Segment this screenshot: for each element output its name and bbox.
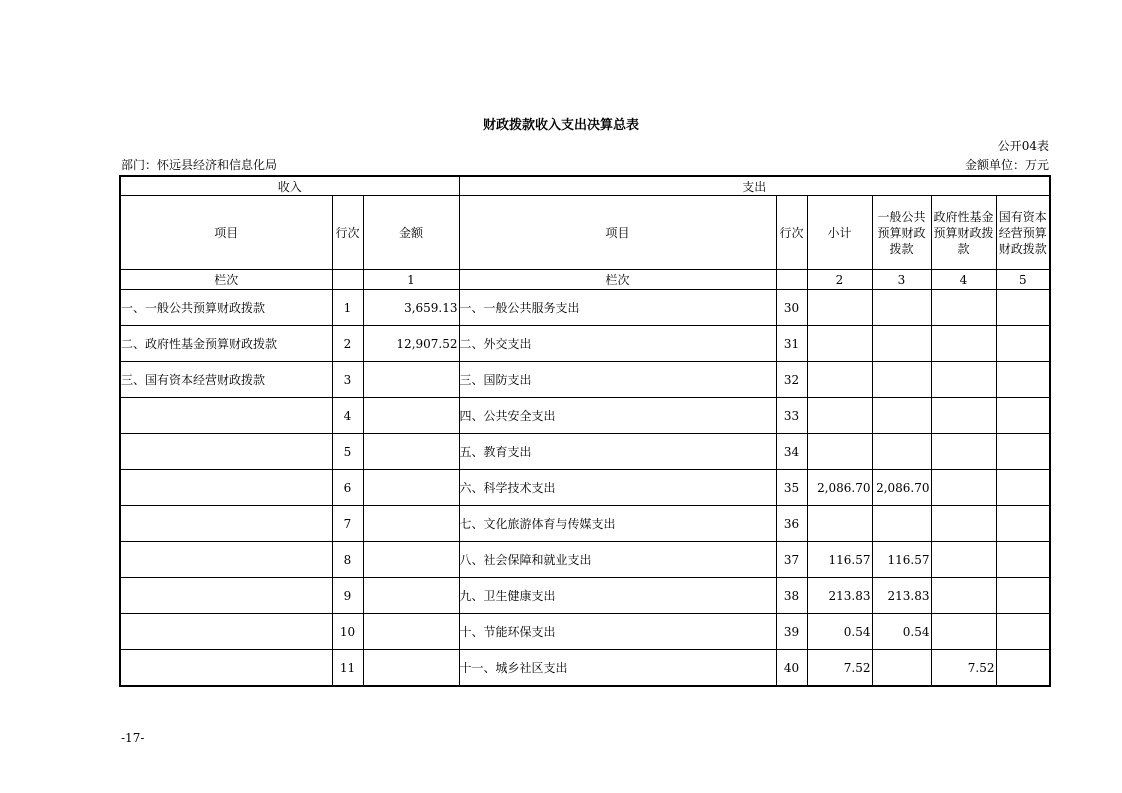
subtotal-cell: 2,086.70 bbox=[807, 470, 872, 506]
general-budget-cell bbox=[872, 398, 931, 434]
subtotal-header: 小计 bbox=[807, 196, 872, 270]
expense-row-no-cell: 34 bbox=[776, 434, 807, 470]
col-number-3: 3 bbox=[872, 270, 931, 290]
gov-fund-cell bbox=[931, 362, 996, 398]
expense-item-cell: 六、科学技术支出 bbox=[459, 470, 776, 506]
expense-item-cell: 七、文化旅游体育与传媒支出 bbox=[459, 506, 776, 542]
state-capital-cell bbox=[996, 542, 1050, 578]
gov-fund-cell bbox=[931, 542, 996, 578]
expense-row-no-cell: 37 bbox=[776, 542, 807, 578]
income-item-cell: 一、一般公共预算财政拨款 bbox=[120, 290, 332, 326]
general-budget-cell bbox=[872, 434, 931, 470]
general-budget-cell: 213.83 bbox=[872, 578, 931, 614]
expense-row-no-cell: 33 bbox=[776, 398, 807, 434]
income-item-cell bbox=[120, 506, 332, 542]
income-row-no-cell: 3 bbox=[332, 362, 363, 398]
income-amount-cell: 3,659.13 bbox=[363, 290, 459, 326]
income-item-cell: 二、政府性基金预算财政拨款 bbox=[120, 326, 332, 362]
state-capital-cell bbox=[996, 398, 1050, 434]
expense-row-no-cell: 30 bbox=[776, 290, 807, 326]
gov-fund-cell bbox=[931, 470, 996, 506]
header-row-groups bbox=[120, 176, 1050, 196]
income-item-cell bbox=[120, 542, 332, 578]
expense-header: 支出 bbox=[459, 176, 1050, 196]
table-row bbox=[120, 470, 1050, 506]
general-budget-cell: 116.57 bbox=[872, 542, 931, 578]
expense-row-no-cell: 31 bbox=[776, 326, 807, 362]
income-header: 收入 bbox=[120, 176, 459, 196]
subtotal-cell bbox=[807, 362, 872, 398]
income-item-cell bbox=[120, 614, 332, 650]
table-row bbox=[120, 578, 1050, 614]
income-amount-cell bbox=[363, 470, 459, 506]
gov-fund-cell bbox=[931, 434, 996, 470]
income-row-no-header: 行次 bbox=[332, 196, 363, 270]
subtotal-cell: 116.57 bbox=[807, 542, 872, 578]
gov-fund-header: 政府性基金预算财政拨款 bbox=[931, 196, 996, 270]
expense-item-cell: 五、教育支出 bbox=[459, 434, 776, 470]
income-row-no-cell: 1 bbox=[332, 290, 363, 326]
department-label: 部门：怀远县经济和信息化局 bbox=[121, 158, 278, 172]
subtotal-cell bbox=[807, 326, 872, 362]
general-budget-cell bbox=[872, 326, 931, 362]
gov-fund-cell: 7.52 bbox=[931, 650, 996, 687]
income-column-label: 栏次 bbox=[120, 270, 332, 290]
col-number-2: 2 bbox=[807, 270, 872, 290]
expense-item-cell: 十、节能环保支出 bbox=[459, 614, 776, 650]
general-budget-cell bbox=[872, 650, 931, 687]
gov-fund-cell bbox=[931, 614, 996, 650]
income-row-no-cell: 2 bbox=[332, 326, 363, 362]
col-number-4: 4 bbox=[931, 270, 996, 290]
income-amount-header: 金额 bbox=[363, 196, 459, 270]
table-row bbox=[120, 362, 1050, 398]
page-title: 财政拨款收入支出决算总表 bbox=[482, 118, 639, 133]
expense-item-cell: 十一、城乡社区支出 bbox=[459, 650, 776, 687]
table-row bbox=[120, 614, 1050, 650]
expense-item-cell: 八、社会保障和就业支出 bbox=[459, 542, 776, 578]
unit-label: 金额单位：万元 bbox=[964, 158, 1049, 172]
gov-fund-cell bbox=[931, 578, 996, 614]
table-id: 公开04表 bbox=[997, 139, 1049, 153]
expense-column-label: 栏次 bbox=[459, 270, 776, 290]
expense-row-no-cell: 38 bbox=[776, 578, 807, 614]
subtotal-cell: 0.54 bbox=[807, 614, 872, 650]
table-row bbox=[120, 650, 1050, 687]
income-row-no-cell: 8 bbox=[332, 542, 363, 578]
header-row-columns bbox=[120, 196, 1050, 270]
general-budget-cell bbox=[872, 506, 931, 542]
income-item-cell bbox=[120, 470, 332, 506]
subtotal-cell bbox=[807, 398, 872, 434]
income-row-no-cell: 10 bbox=[332, 614, 363, 650]
income-amount-cell bbox=[363, 362, 459, 398]
page-number: -17- bbox=[121, 731, 145, 745]
gov-fund-cell bbox=[931, 506, 996, 542]
income-amount-cell bbox=[363, 614, 459, 650]
state-capital-cell bbox=[996, 506, 1050, 542]
income-amount-cell bbox=[363, 398, 459, 434]
income-item-cell bbox=[120, 650, 332, 687]
state-capital-cell bbox=[996, 434, 1050, 470]
income-amount-cell bbox=[363, 506, 459, 542]
subtotal-cell bbox=[807, 506, 872, 542]
income-amount-cell bbox=[363, 578, 459, 614]
expense-row-no-header: 行次 bbox=[776, 196, 807, 270]
state-capital-cell bbox=[996, 650, 1050, 687]
general-budget-cell bbox=[872, 290, 931, 326]
income-row-no-cell: 7 bbox=[332, 506, 363, 542]
table-row bbox=[120, 506, 1050, 542]
subtotal-cell bbox=[807, 434, 872, 470]
expense-row-no-cell: 32 bbox=[776, 362, 807, 398]
income-item-header: 项目 bbox=[120, 196, 332, 270]
income-amount-cell bbox=[363, 542, 459, 578]
table-row bbox=[120, 398, 1050, 434]
general-budget-cell: 0.54 bbox=[872, 614, 931, 650]
income-amount-cell: 12,907.52 bbox=[363, 326, 459, 362]
expense-item-cell: 二、外交支出 bbox=[459, 326, 776, 362]
general-budget-cell bbox=[872, 362, 931, 398]
table-row bbox=[120, 542, 1050, 578]
state-capital-cell bbox=[996, 362, 1050, 398]
gov-fund-cell bbox=[931, 398, 996, 434]
gov-fund-cell bbox=[931, 326, 996, 362]
state-capital-cell bbox=[996, 614, 1050, 650]
col-number-1: 1 bbox=[363, 270, 459, 290]
expense-row-no-cell: 36 bbox=[776, 506, 807, 542]
expense-row-no-cell: 40 bbox=[776, 650, 807, 687]
subtotal-cell bbox=[807, 290, 872, 326]
income-item-cell bbox=[120, 434, 332, 470]
empty-cell bbox=[776, 270, 807, 290]
table-row bbox=[120, 290, 1050, 326]
state-capital-header: 国有资本经营预算财政拨款 bbox=[996, 196, 1050, 270]
subtotal-cell: 7.52 bbox=[807, 650, 872, 687]
income-item-cell bbox=[120, 398, 332, 434]
subtotal-cell: 213.83 bbox=[807, 578, 872, 614]
income-row-no-cell: 4 bbox=[332, 398, 363, 434]
expense-item-cell: 九、卫生健康支出 bbox=[459, 578, 776, 614]
expense-item-cell: 一、一般公共服务支出 bbox=[459, 290, 776, 326]
expense-item-header: 项目 bbox=[459, 196, 776, 270]
income-row-no-cell: 5 bbox=[332, 434, 363, 470]
income-row-no-cell: 6 bbox=[332, 470, 363, 506]
income-amount-cell bbox=[363, 434, 459, 470]
gov-fund-cell bbox=[931, 290, 996, 326]
table-row bbox=[120, 326, 1050, 362]
income-row-no-cell: 9 bbox=[332, 578, 363, 614]
income-amount-cell bbox=[363, 650, 459, 687]
state-capital-cell bbox=[996, 470, 1050, 506]
table-row bbox=[120, 434, 1050, 470]
col-number-5: 5 bbox=[996, 270, 1050, 290]
expense-row-no-cell: 35 bbox=[776, 470, 807, 506]
expense-item-cell: 三、国防支出 bbox=[459, 362, 776, 398]
expense-item-cell: 四、公共安全支出 bbox=[459, 398, 776, 434]
state-capital-cell bbox=[996, 326, 1050, 362]
income-row-no-cell: 11 bbox=[332, 650, 363, 687]
general-budget-cell: 2,086.70 bbox=[872, 470, 931, 506]
income-item-cell: 三、国有资本经营财政拨款 bbox=[120, 362, 332, 398]
income-item-cell bbox=[120, 578, 332, 614]
expense-row-no-cell: 39 bbox=[776, 614, 807, 650]
state-capital-cell bbox=[996, 290, 1050, 326]
state-capital-cell bbox=[996, 578, 1050, 614]
general-budget-header: 一般公共预算财政拨款 bbox=[872, 196, 931, 270]
budget-table bbox=[119, 175, 1051, 687]
column-number-row bbox=[120, 270, 1050, 290]
empty-cell bbox=[332, 270, 363, 290]
